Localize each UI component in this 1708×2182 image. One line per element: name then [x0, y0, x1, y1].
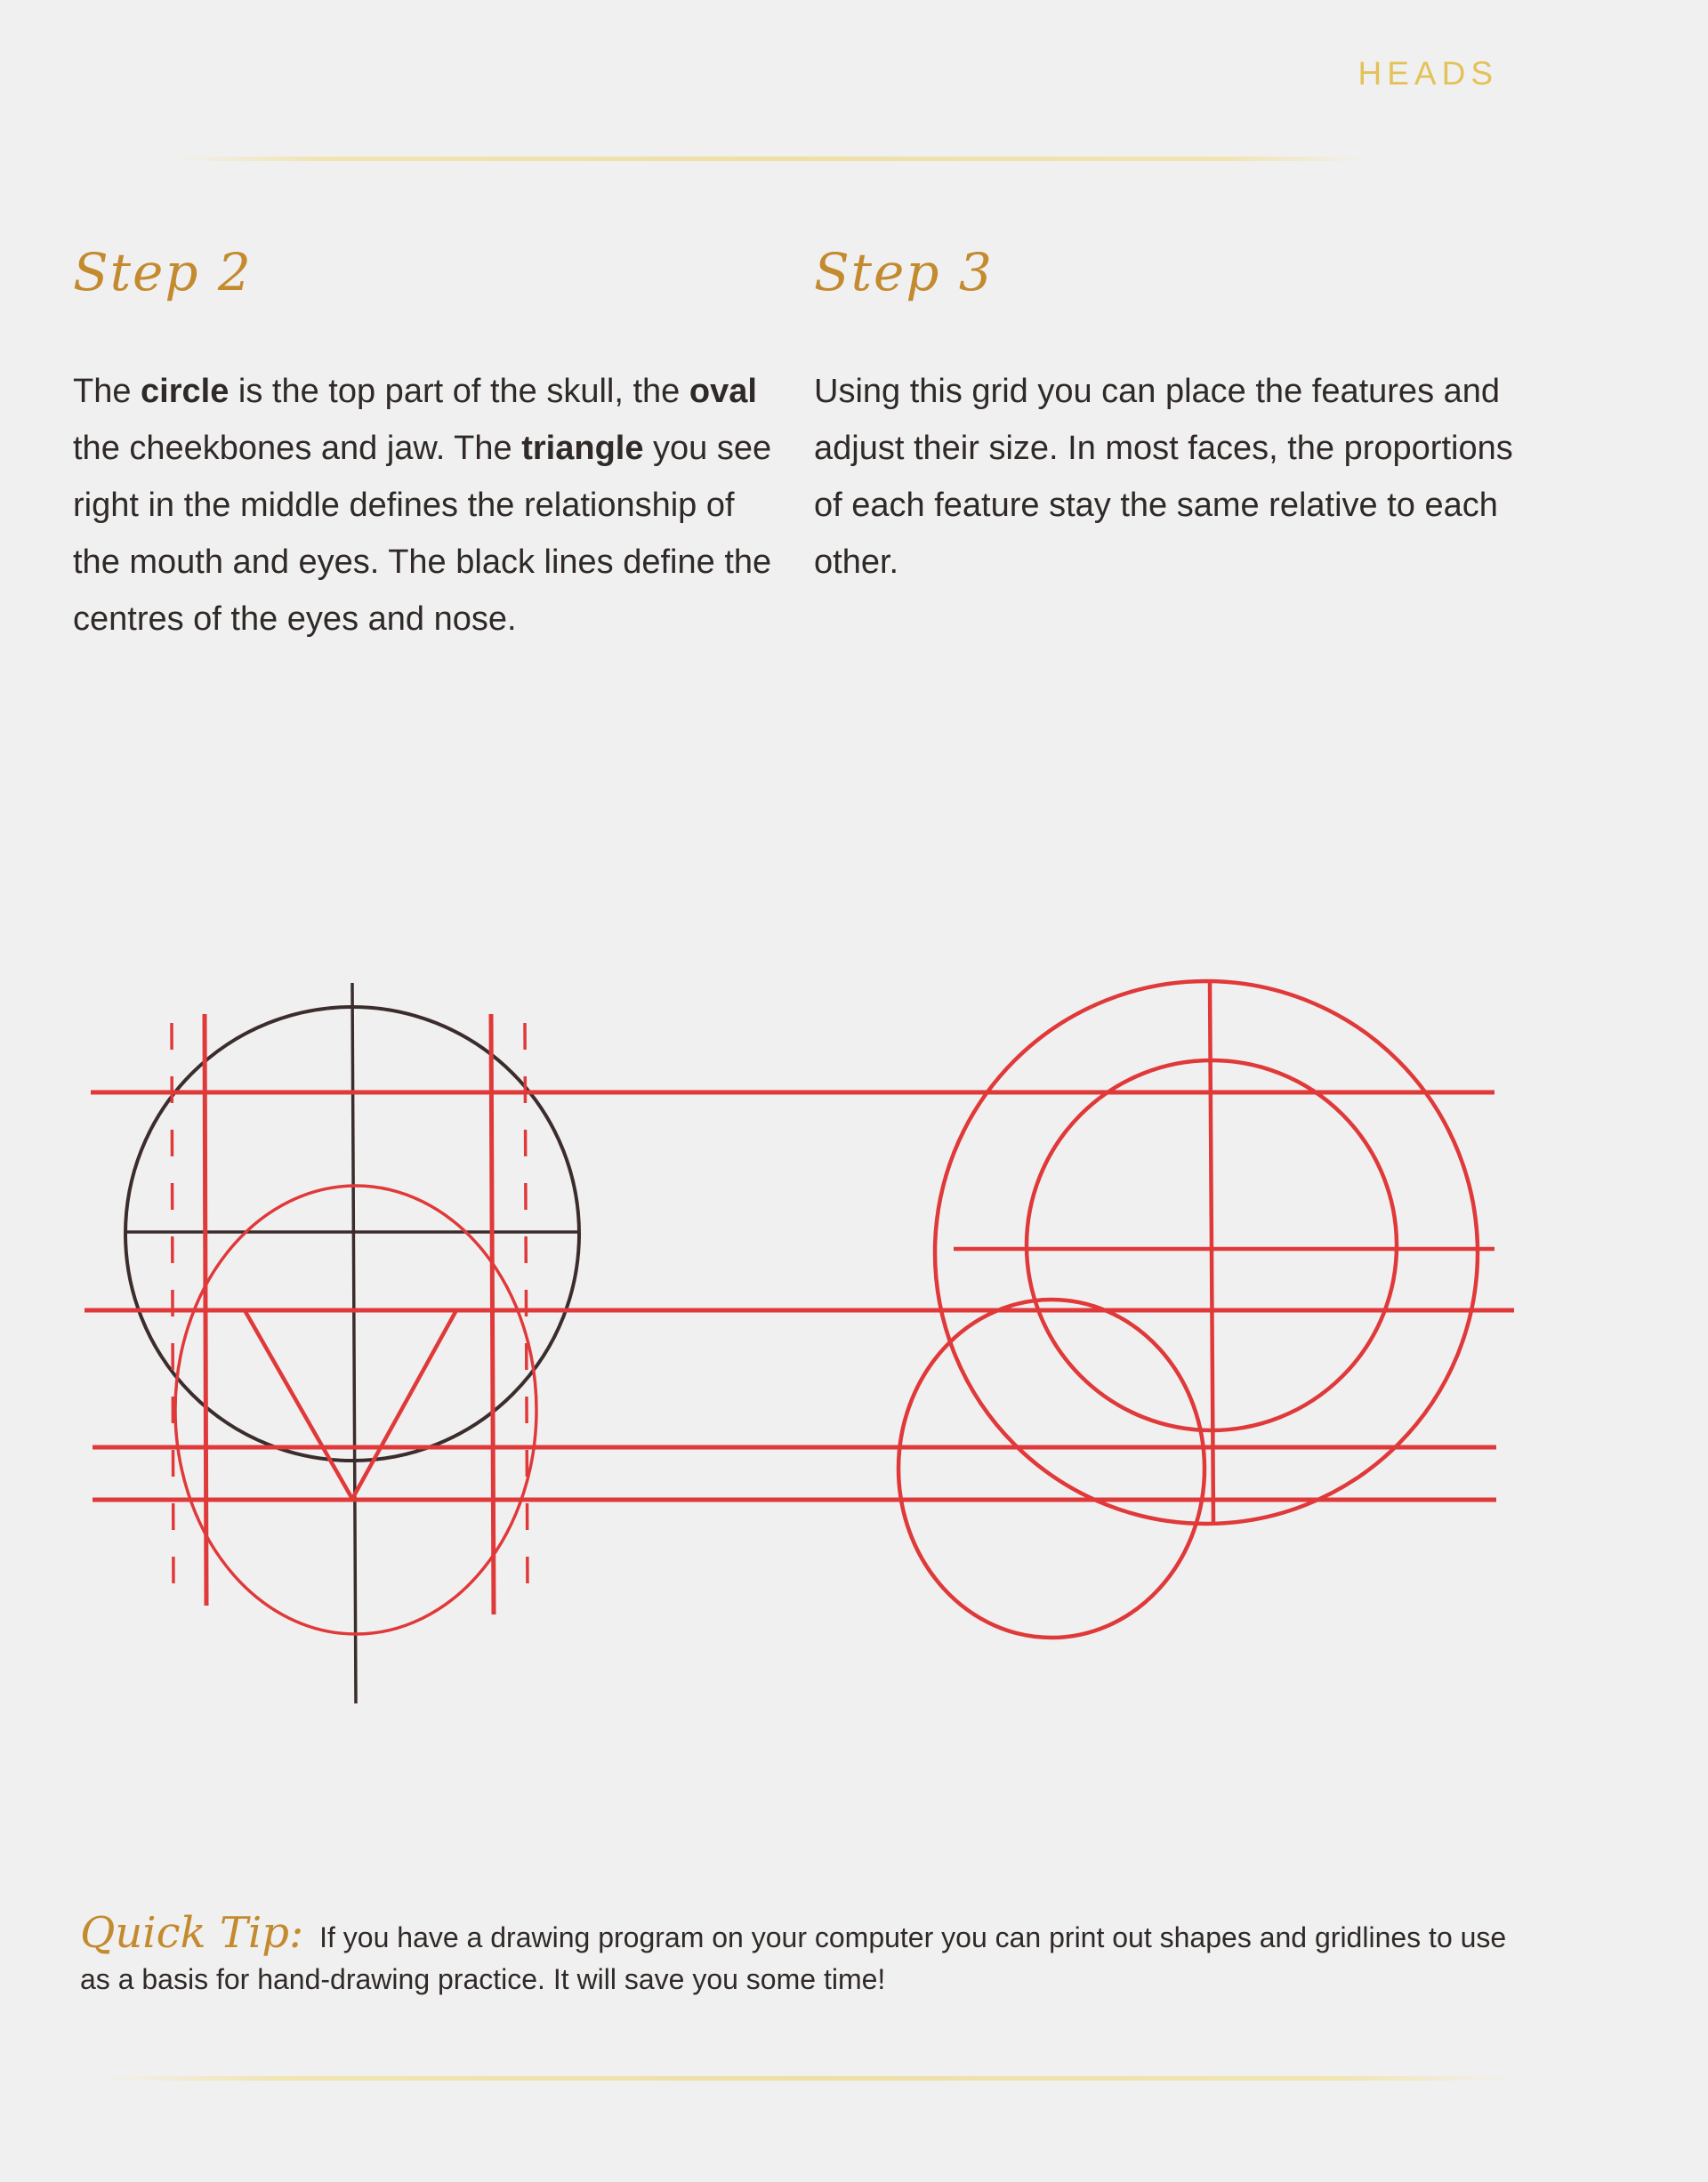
vertical-centre-line	[1210, 981, 1213, 1523]
quick-tip-label: Quick Tip:	[80, 1908, 304, 1958]
bottom-divider	[100, 2076, 1514, 2081]
grid-lines	[85, 1092, 1514, 1500]
mouth-eyes-triangle	[245, 1310, 456, 1499]
step-2-segment: is the top part of the skull, the	[229, 373, 689, 410]
eye-guide-right	[491, 1014, 494, 1614]
step-2-segment: you see right in the middle defines the relationship of the mouth and eyes. The black lines define the centres of the eyes and nose.	[73, 430, 772, 638]
quick-tip-text: If you have a drawing program on your computer you can print out shapes and gridlines to use as a basis for hand-drawing practice. It will save you some time!	[80, 1921, 1507, 1995]
lower-oval	[898, 1300, 1204, 1638]
step-3-segment: Using this grid you can place the features and adjust their size. In most faces, the proportions of each feature stay the same relative to each other.	[814, 373, 1513, 581]
term-circle: circle	[141, 373, 230, 410]
step-2-segment: the cheekbones and jaw. The	[73, 430, 522, 467]
term-oval: oval	[689, 373, 757, 410]
term-triangle: triangle	[521, 430, 644, 467]
dashed-guide-right	[525, 1023, 528, 1592]
step-2-segment: The	[73, 373, 141, 410]
quick-tip	[80, 1908, 1512, 2001]
running-head: HEADS	[1358, 55, 1498, 92]
step-2-title: Step 2	[73, 242, 253, 302]
step-3-title: Step 3	[814, 242, 994, 302]
dashed-guide-left	[172, 1023, 173, 1592]
